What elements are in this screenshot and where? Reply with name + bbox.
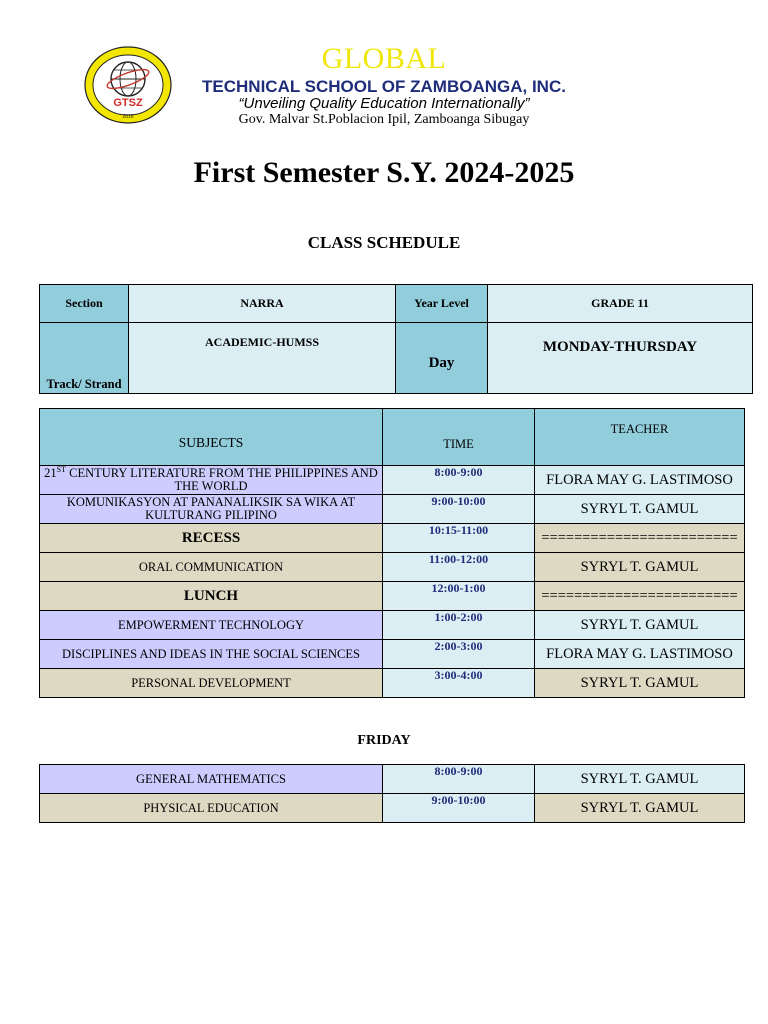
friday-heading: FRIDAY [357,733,411,748]
time-cell: 10:15-11:00 [383,524,535,553]
year-level-value: GRADE 11 [488,285,753,323]
teacher-cell: ======================== [535,524,745,553]
time-cell: 12:00-1:00 [383,582,535,611]
teacher-cell: SYRYL T. GAMUL [535,553,745,582]
teacher-cell: SYRYL T. GAMUL [535,495,745,524]
teacher-cell: FLORA MAY G. LASTIMOSO [535,640,745,669]
table-row [40,640,745,669]
time-header: TIME [383,409,535,466]
teacher-header: TEACHER [535,409,745,466]
subject-cell: RECESS [40,524,383,553]
school-name-global: GLOBAL [321,42,447,75]
day-value: MONDAY-THURSDAY [488,323,753,394]
time-cell: 9:00-10:00 [383,495,535,524]
page-title: First Semester S.Y. 2024-2025 [193,156,575,189]
teacher-cell: ======================== [535,582,745,611]
subject-cell: EMPOWERMENT TECHNOLOGY [40,611,383,640]
time-cell: 3:00-4:00 [383,669,535,698]
table-row [40,524,745,553]
subject-text: CENTURY LITERATURE FROM THE PHILIPPINES AND THE WORLD [66,466,378,493]
time-cell: 9:00-10:00 [383,794,535,823]
school-tagline: “Unveiling Quality Education Internationally” [238,95,530,112]
year-level-label: Year Level [396,285,488,323]
school-name-technical: TECHNICAL SCHOOL OF ZAMBOANGA, INC. [202,77,566,96]
subject-cell: PHYSICAL EDUCATION [40,794,383,823]
teacher-cell: SYRYL T. GAMUL [535,669,745,698]
table-row [40,495,745,524]
subject-cell: LUNCH [40,582,383,611]
subjects-header: SUBJECTS [40,409,383,466]
subject-cell: ORAL COMMUNICATION [40,553,383,582]
table-row [40,765,745,794]
subject-superscript: ST [56,464,66,474]
school-address: Gov. Malvar St.Poblacion Ipil, Zamboanga Sibugay [238,112,530,127]
schedule-table [39,408,745,698]
track-label: Track/ Strand [40,323,129,394]
table-row [40,794,745,823]
schedule-header-row [40,409,745,466]
friday-schedule-table [39,764,745,823]
subject-prefix: 21 [44,466,57,480]
teacher-cell: FLORA MAY G. LASTIMOSO [535,466,745,495]
teacher-cell: SYRYL T. GAMUL [535,765,745,794]
logo-year: 2016 [122,114,134,120]
table-row [40,582,745,611]
time-cell: 8:00-9:00 [383,765,535,794]
time-cell: 11:00-12:00 [383,553,535,582]
table-row [40,466,745,495]
section-label: Section [40,285,129,323]
time-cell: 8:00-9:00 [383,466,535,495]
subject-cell: GENERAL MATHEMATICS [40,765,383,794]
table-row [40,669,745,698]
schedule-subtitle: CLASS SCHEDULE [307,233,461,252]
subject-cell: PERSONAL DEVELOPMENT [40,669,383,698]
time-cell: 2:00-3:00 [383,640,535,669]
table-row [40,553,745,582]
track-value: ACADEMIC-HUMSS [129,323,396,394]
teacher-cell: SYRYL T. GAMUL [535,611,745,640]
class-info-table [39,284,753,394]
subject-cell [40,466,383,495]
logo-text: GTSZ [113,97,143,109]
subject-cell: KOMUNIKASYON AT PANANALIKSIK SA WIKA AT KULTURANG PILIPINO [40,495,383,524]
teacher-cell: SYRYL T. GAMUL [535,794,745,823]
section-value: NARRA [129,285,396,323]
day-label: Day [396,323,488,394]
subject-cell: DISCIPLINES AND IDEAS IN THE SOCIAL SCIENCES [40,640,383,669]
time-cell: 1:00-2:00 [383,611,535,640]
table-row [40,611,745,640]
